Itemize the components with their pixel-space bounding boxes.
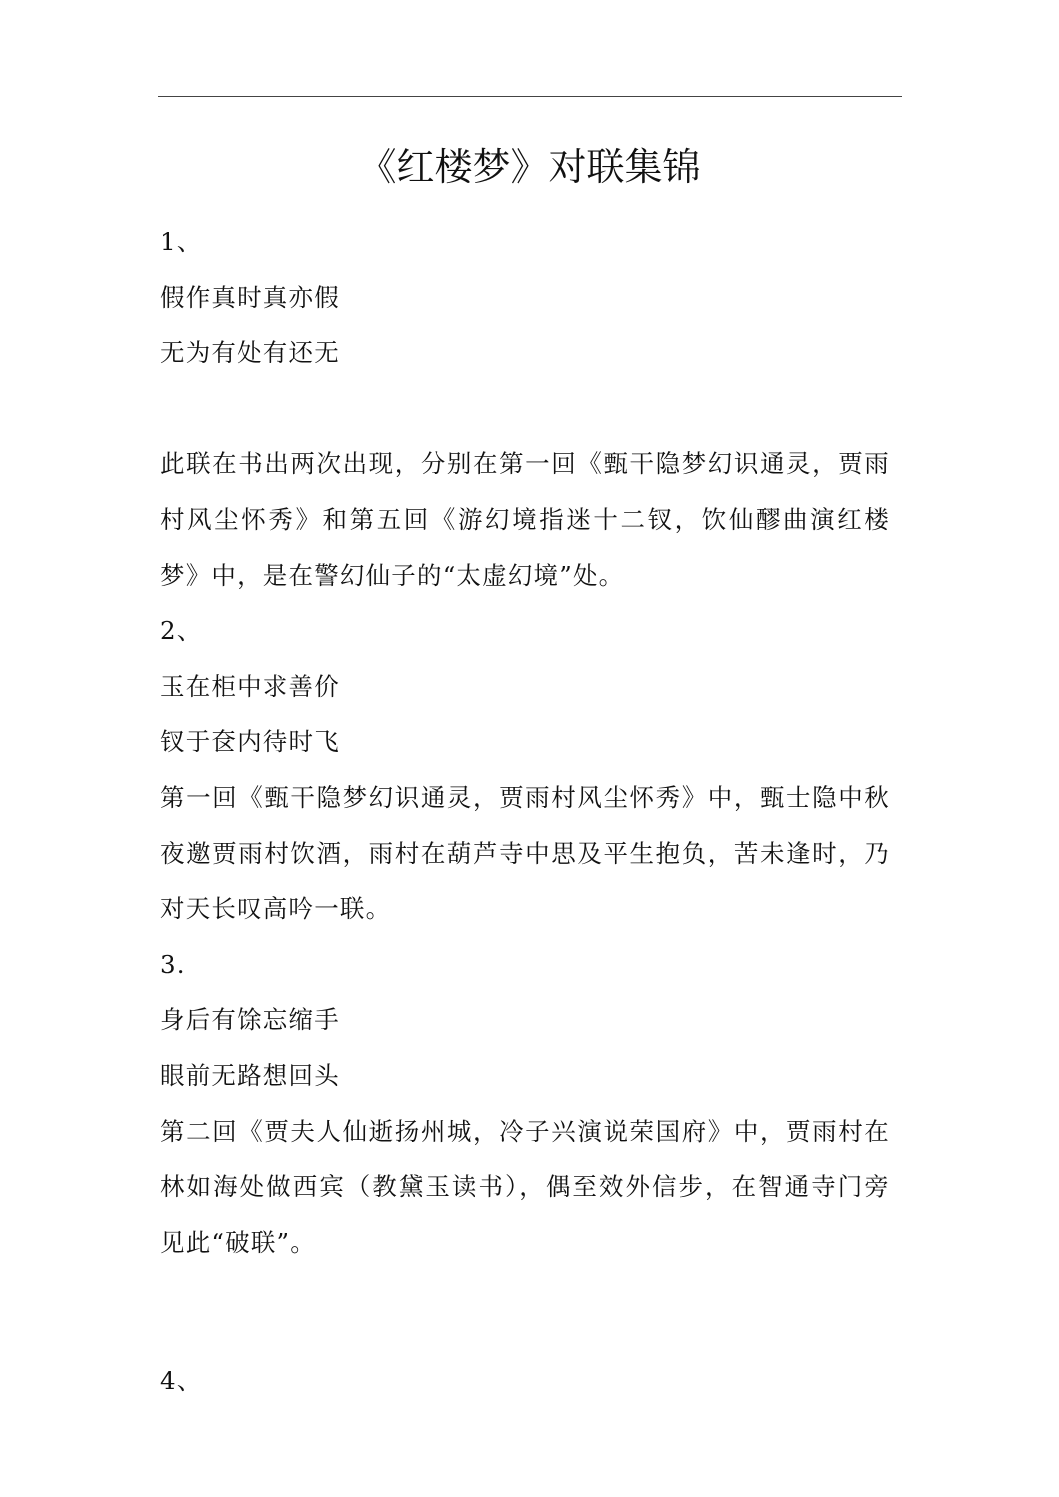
entry-2-upper-couplet: 玉在柜中求善价 <box>160 671 340 701</box>
entry-1-lower-couplet: 无为有处有还无 <box>160 338 340 368</box>
header-rule <box>158 96 902 97</box>
document-body <box>160 214 890 1409</box>
entry-3-number: 3. <box>160 949 186 979</box>
entry-3-lower-couplet: 眼前无路想回头 <box>160 1060 340 1090</box>
entry-2-number: 2、 <box>160 616 203 646</box>
entry-3-note: 第二回《贾夫人仙逝扬州城，冷子兴演说荣国府》中，贾雨村在林如海处做西宾（教黛玉读书），偶至效外信步，在智通寺门旁见此“破联”。 <box>160 1116 890 1257</box>
entry-4-number: 4、 <box>160 1366 203 1396</box>
entry-2-lower-couplet: 钗于奁内待时飞 <box>160 727 340 757</box>
spacer <box>160 1270 890 1353</box>
entry-1-number: 1、 <box>160 227 203 256</box>
entry-1-note: 此联在书出两次出现，分别在第一回《甄干隐梦幻识通灵，贾雨村风尘怀秀》和第五回《游幻境指迷十二钗，饮仙醪曲演红楼梦》中，是在警幻仙子的“太虚幻境”处。 <box>160 449 890 590</box>
entry-2-note: 第一回《甄干隐梦幻识通灵，贾雨村风尘怀秀》中，甄士隐中秋夜邀贾雨村饮酒，雨村在葫芦寺中思及平生抱负，苦未逢时，乃对天长叹高吟一联。 <box>160 782 890 924</box>
spacer <box>160 381 890 437</box>
entry-1-upper-couplet: 假作真时真亦假 <box>160 282 340 312</box>
entry-3-upper-couplet: 身后有馀忘缩手 <box>160 1005 340 1035</box>
document-title: 《红楼梦》对联集锦 <box>358 145 701 189</box>
